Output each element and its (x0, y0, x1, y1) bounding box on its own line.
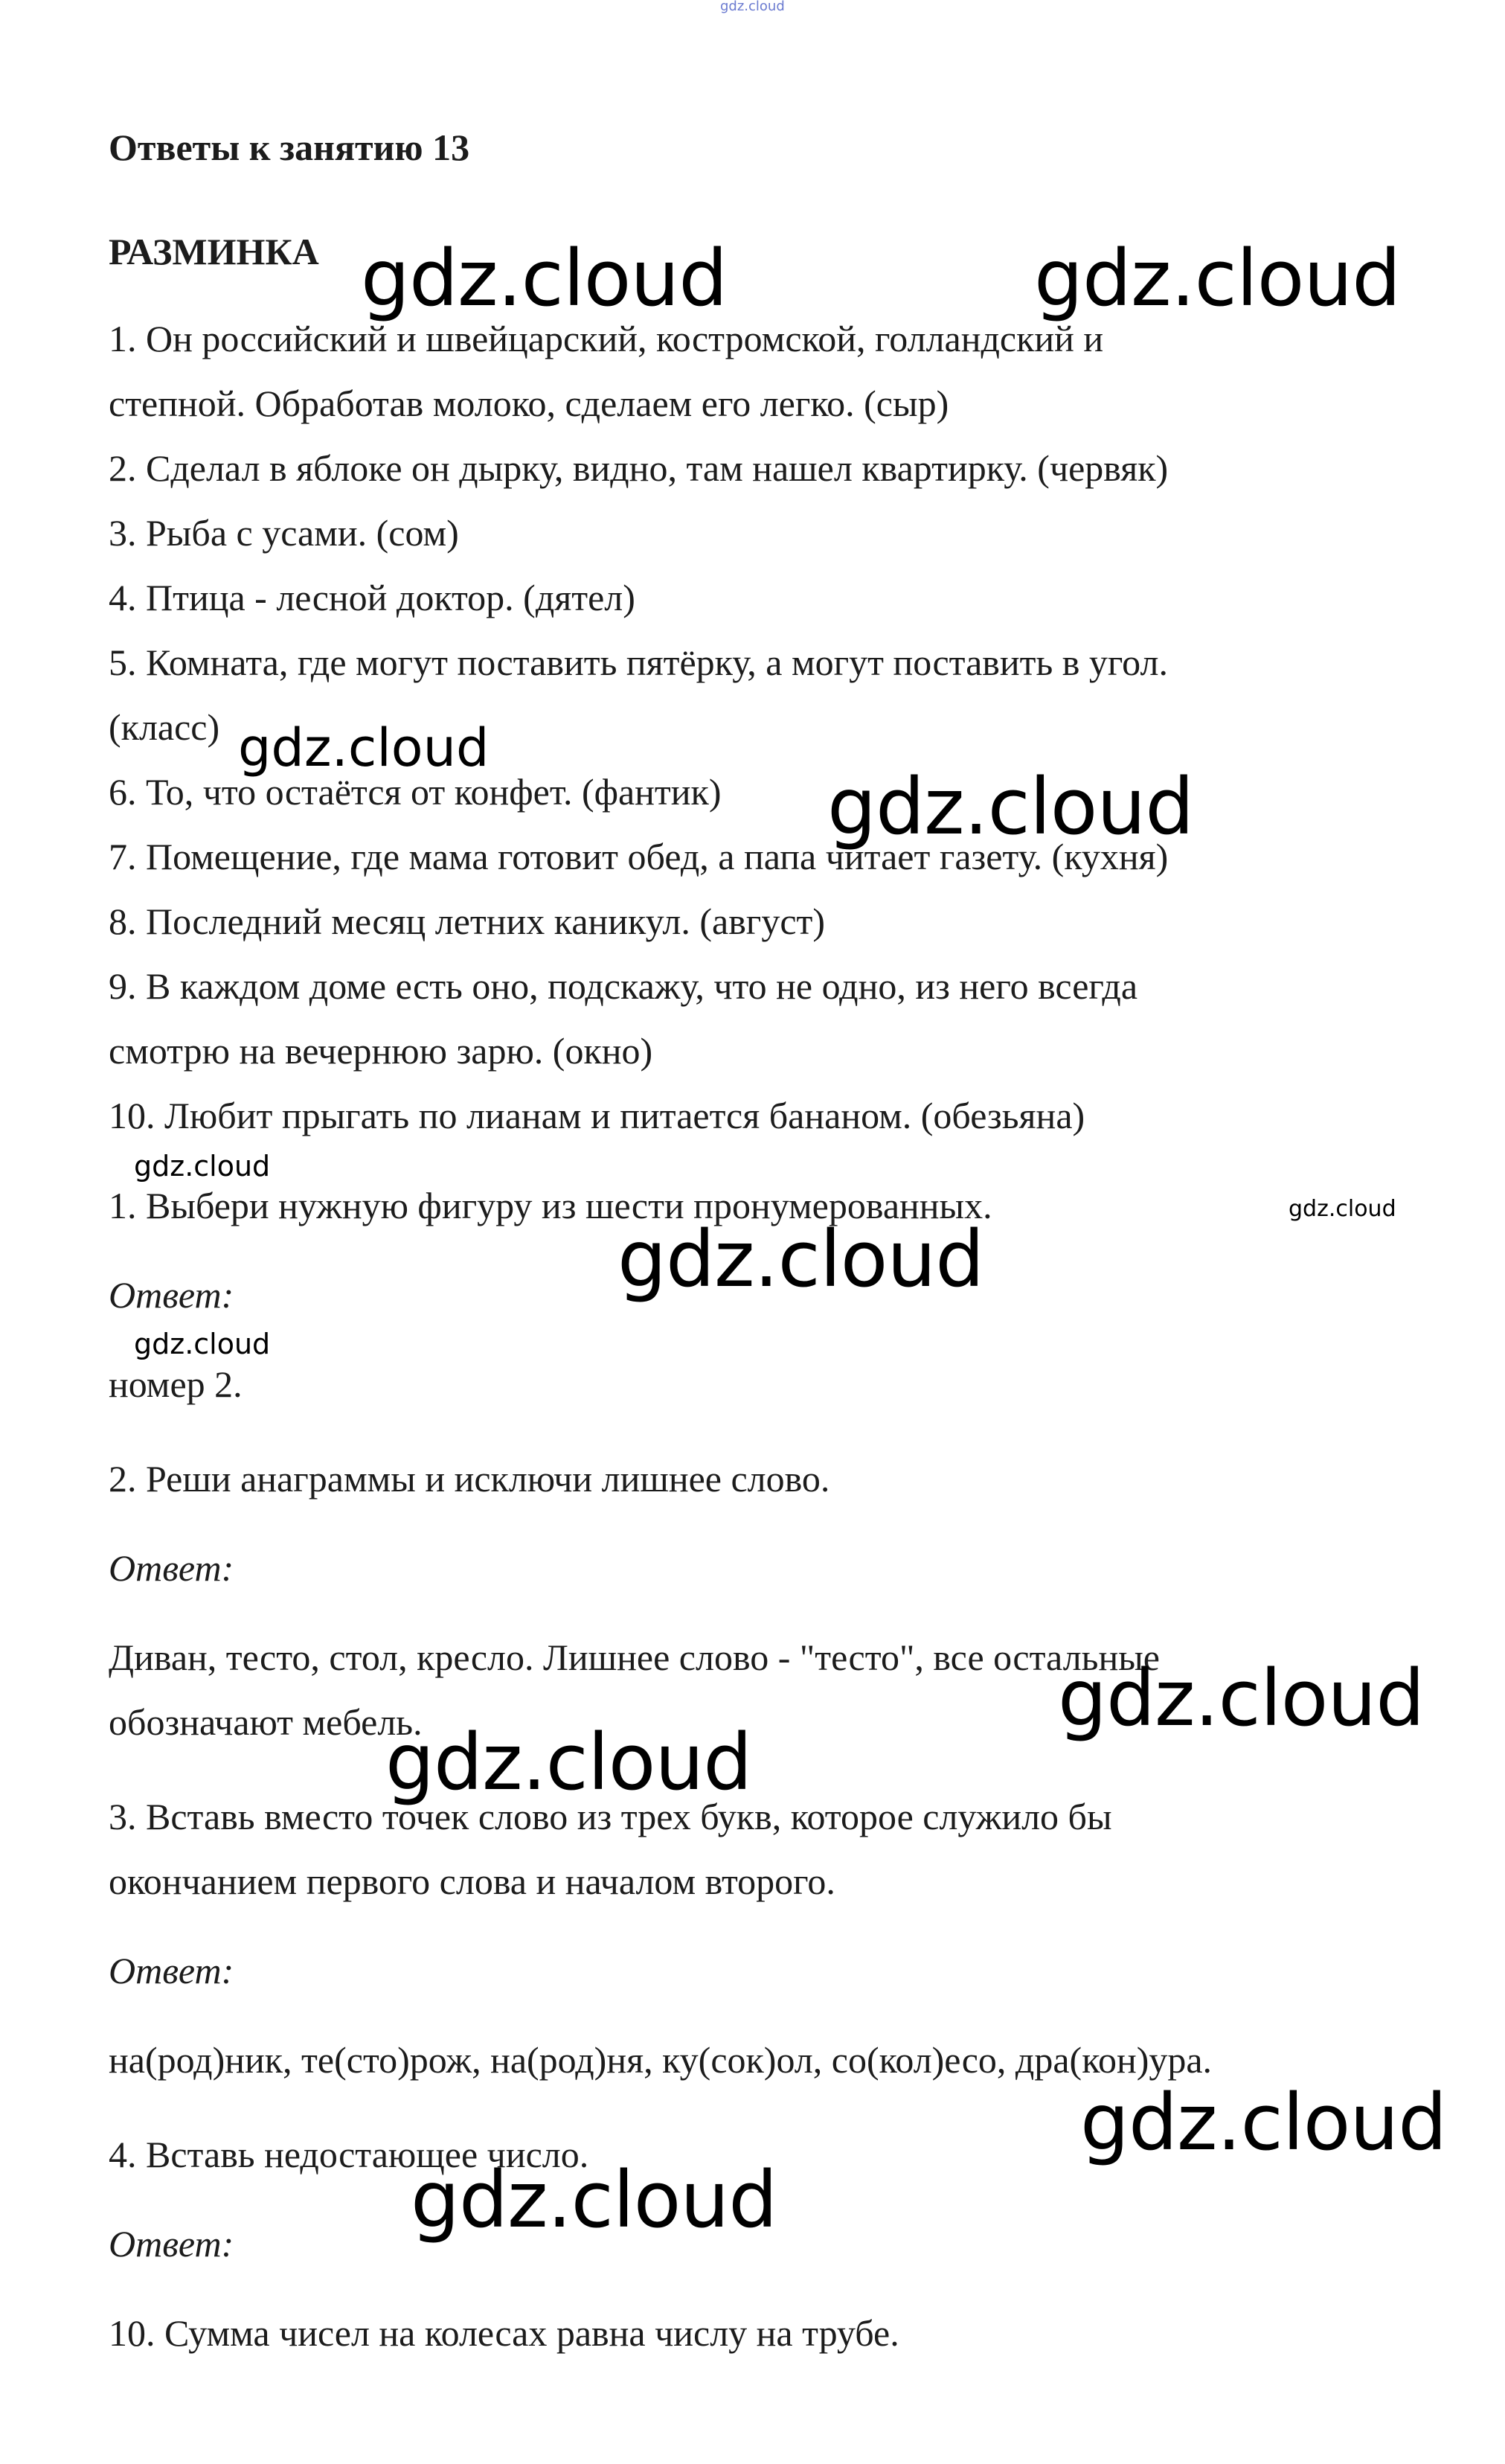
page-heading: Ответы к занятию 13 (109, 127, 470, 168)
watermark-top: gdz.cloud (720, 0, 785, 14)
watermark: gdz.cloud (1058, 1653, 1425, 1744)
watermark: gdz.cloud (1289, 1196, 1396, 1222)
task-question: 1. Выбери нужную фигуру из шести пронумерованных. (109, 1185, 992, 1226)
warmup-line: 8. Последний месяц летних каникул. (август) (109, 900, 826, 942)
warmup-line: степной. Обработав молоко, сделаем его легко. (сыр) (109, 383, 949, 424)
warmup-title: РАЗМИНКА (109, 231, 319, 272)
watermark: gdz.cloud (361, 233, 728, 324)
task-answer: обозначают мебель. (109, 1701, 423, 1743)
task-answer: 10. Сумма чисел на колесах равна числу на трубе. (109, 2312, 899, 2354)
warmup-line: 2. Сделал в яблоке он дырку, видно, там нашел квартирку. (червяк) (109, 447, 1169, 489)
warmup-line: 1. Он российский и швейцарский, костромской, голландский и (109, 318, 1104, 359)
warmup-line: (класс) (109, 706, 220, 748)
task-answer: номер 2. (109, 1363, 243, 1405)
task-question: 4. Вставь недостающее число. (109, 2134, 589, 2175)
warmup-line: 3. Рыба с усами. (сом) (109, 512, 459, 554)
warmup-line: смотрю на вечернюю зарю. (окно) (109, 1030, 653, 1072)
watermark: gdz.cloud (385, 1717, 752, 1808)
watermark: gdz.cloud (1034, 233, 1401, 324)
watermark: gdz.cloud (134, 1150, 271, 1183)
watermark: gdz.cloud (411, 2154, 777, 2245)
answer-label: Ответ: (109, 2223, 234, 2265)
task-question: 2. Реши анаграммы и исключи лишнее слово. (109, 1458, 830, 1500)
task-answer: на(род)ник, те(сто)рож, на(род)ня, ку(сок)ол, со(кол)есо, дра(кон)ура. (109, 2039, 1213, 2081)
watermark: gdz.cloud (617, 1214, 984, 1305)
watermark: gdz.cloud (1080, 2077, 1447, 2168)
warmup-line: 7. Помещение, где мама готовит обед, а папа читает газету. (кухня) (109, 836, 1169, 877)
watermark: gdz.cloud (238, 717, 490, 778)
warmup-line: 4. Птица - лесной доктор. (дятел) (109, 577, 635, 618)
warmup-line: 5. Комната, где могут поставить пятёрку, а могут поставить в угол. (109, 641, 1168, 683)
task-answer: Диван, тесто, стол, кресло. Лишнее слово - "тесто", все остальные (109, 1636, 1160, 1678)
task-question: 3. Вставь вместо точек слово из трех букв, которое служило бы (109, 1796, 1112, 1837)
task-question: окончанием первого слова и началом второго. (109, 1860, 835, 1902)
warmup-line: 9. В каждом доме есть оно, подскажу, что не одно, из него всегда (109, 965, 1138, 1007)
warmup-line: 6. То, что остаётся от конфет. (фантик) (109, 771, 722, 813)
answer-label: Ответ: (109, 1950, 234, 1991)
answer-label: Ответ: (109, 1547, 234, 1589)
answer-label: Ответ: (109, 1274, 234, 1316)
watermark: gdz.cloud (134, 1328, 271, 1360)
watermark: gdz.cloud (827, 761, 1194, 852)
warmup-line: 10. Любит прыгать по лианам и питается бананом. (обезьяна) (109, 1095, 1085, 1136)
